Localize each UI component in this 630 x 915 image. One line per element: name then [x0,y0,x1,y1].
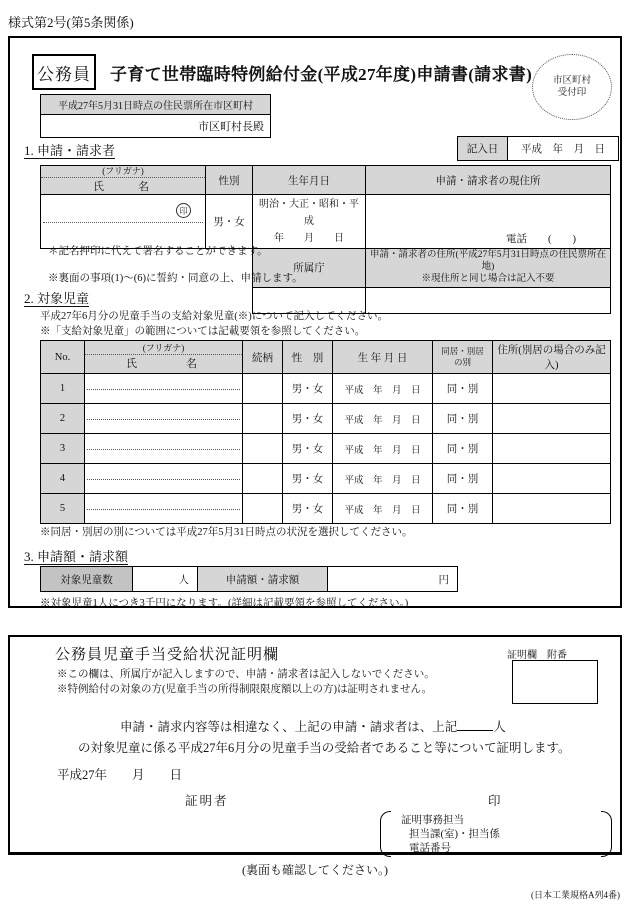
child-address-field[interactable] [493,404,611,434]
child-sex-choice[interactable]: 男・女 [283,464,333,494]
section2-intro1: 平成27年6月分の児童手当の支給対象児童(※)について記入してください。 [40,311,389,322]
col-birth: 生 年 月 日 [333,341,433,374]
statement-post: 人 [493,720,506,734]
child-address-field[interactable] [493,374,611,404]
certification-box [8,635,622,855]
certification-title: 公務員児童手当受給状況証明欄 [55,647,280,663]
amount-field[interactable]: 円 [328,567,458,592]
seal-icon: 印 [176,203,191,218]
registered-address-line2: ※現住所と同じ場合は記入不要 [421,273,555,284]
cohabit-line2: の別 [453,357,471,367]
addressee-municipality-label: 平成27年5月31日時点の住民票所在市区町村 [41,95,271,115]
name-label: 氏 名 [93,181,153,193]
child-row [41,404,611,434]
civil-servant-badge: 公務員 [32,54,96,90]
child-relation-field[interactable] [243,434,283,464]
left-paren-icon [380,811,391,857]
addressee-mayor-label: 市区町村長殿 [41,115,271,138]
child-row [41,464,611,494]
child-birth-field[interactable]: 平成 年 月 日 [333,374,433,404]
child-name-field[interactable] [85,404,243,434]
stamp-line2: 受付印 [557,88,587,98]
child-no: 3 [41,434,85,464]
count-blank-field[interactable] [457,718,493,731]
cohabit-note: ※同居・別居の別については平成27年5月31日時点の状況を選択してください。 [40,527,413,538]
right-paren-icon [601,811,612,857]
registered-address-header [366,249,611,288]
col-relation: 続柄 [243,341,283,374]
child-birth-field[interactable]: 平成 年 月 日 [333,404,433,434]
entry-date-field[interactable]: 平成 年 月 日 [508,137,619,161]
furigana-rule [43,222,203,223]
certification-statement-line1 [120,717,506,735]
child-address-field[interactable] [493,494,611,524]
furigana-rule [87,419,240,420]
contact-block [380,811,612,857]
child-birth-field[interactable]: 平成 年 月 日 [333,464,433,494]
amount-table [40,566,458,592]
child-name-field[interactable] [85,464,243,494]
form-title: 子育て世帯臨時特例給付金(平成27年度)申請書(請求書) [110,65,533,84]
paper-size-note: (日本工業規格A列4番) [531,890,620,900]
name-label: 氏 名 [126,358,201,370]
child-birth-field[interactable]: 平成 年 月 日 [333,494,433,524]
child-row [41,494,611,524]
section2-intro2: ※「支給対象児童」の範囲については記載要領を参照してください。 [40,326,366,337]
current-address-header: 申請・請求者の現住所 [366,166,611,195]
child-cohabit-choice[interactable]: 同・別 [433,464,493,494]
child-sex-choice[interactable]: 男・女 [283,494,333,524]
child-address-field[interactable] [493,464,611,494]
furigana-rule [87,479,240,480]
child-relation-field[interactable] [243,374,283,404]
child-birth-field[interactable]: 平成 年 月 日 [333,434,433,464]
col-name [85,341,243,374]
oath-note: ※裏面の事項(1)～(6)に誓約・同意の上、申請します。 [48,273,303,284]
applicant-birth-field[interactable] [253,195,366,249]
certification-ref-label: 証明欄 附番 [507,650,567,661]
applicant-sex-choice[interactable]: 男・女 [206,195,253,249]
contact-role: 証明事務担当 [401,815,464,826]
registered-address-line1: 申請・請求者の住所(平成27年5月31日時点の住民票所在地) [370,250,606,272]
col-no: No. [41,341,85,374]
section3-heading: 3. 申請額・請求額 [24,549,129,564]
furigana-rule [87,449,240,450]
section1-heading: 1. 申請・請求者 [24,143,116,158]
child-sex-choice[interactable]: 男・女 [283,404,333,434]
stamp-line1: 市区町村 [552,75,591,86]
entry-date-label: 記入日 [458,137,508,161]
certifier-label: 証明者 [185,794,229,808]
applicant-name-header [41,166,206,195]
furigana-label: (フリガナ) [85,343,242,355]
agency-header: 所属庁 [253,249,366,288]
receipt-stamp-circle [532,54,612,120]
back-side-note: (裏面も確認してください。) [242,863,388,877]
certification-statement-line2: の対象児童に係る平成27年6月分の児童手当の受給者であること等について証明します。 [78,741,571,755]
child-no: 2 [41,404,85,434]
applicant-address-field[interactable] [366,195,611,249]
furigana-rule [87,509,240,510]
child-cohabit-choice[interactable]: 同・別 [433,494,493,524]
child-relation-field[interactable] [243,464,283,494]
era-options[interactable]: 明治・大正・昭和・平成 [259,199,359,227]
child-no: 4 [41,464,85,494]
registered-address-field[interactable] [366,287,611,313]
child-sex-choice[interactable]: 男・女 [283,434,333,464]
applicant-table [40,165,611,314]
child-cohabit-choice[interactable]: 同・別 [433,404,493,434]
certifier-seal-label: 印 [488,794,501,808]
child-row [41,374,611,404]
children-count-field[interactable]: 人 [133,567,198,592]
child-no: 5 [41,494,85,524]
child-row [41,434,611,464]
children-count-label: 対象児童数 [41,567,133,592]
child-sex-choice[interactable]: 男・女 [283,374,333,404]
amount-note: ※対象児童1人につき3千円になります。(詳細は記載要領を参照してください。) [40,598,409,609]
col-cohabit [433,341,493,374]
addressee-table [40,94,271,138]
furigana-rule [87,389,240,390]
child-relation-field[interactable] [243,404,283,434]
child-relation-field[interactable] [243,494,283,524]
furigana-label: (フリガナ) [41,166,205,178]
certification-ref-field[interactable] [512,660,598,704]
child-address-field[interactable] [493,434,611,464]
statement-pre: 申請・請求内容等は相違なく、上記の申請・請求者は、上記 [120,720,458,734]
form-code: 様式第2号(第5条関係) [8,15,134,30]
certification-note2: ※特例給付の対象の方(児童手当の所得制限限度額以上の方)は証明されません。 [57,684,433,695]
birth-header: 生年月日 [253,166,366,195]
certification-date-field[interactable]: 平成27年 月 日 [57,768,183,782]
applicant-name-field[interactable] [41,195,206,249]
child-cohabit-choice[interactable]: 同・別 [433,374,493,404]
contact-division: 担当課(室)・担当係 [409,829,500,841]
certification-note1: ※この欄は、所属庁が記入しますので、申請・請求者は記入しないでください。 [57,669,435,680]
children-table [40,340,611,524]
phone-field[interactable]: 電話 ( ) [506,234,576,245]
birth-date-placeholder[interactable]: 年 月 日 [274,233,344,244]
entry-date-table [457,136,619,161]
child-name-field[interactable] [85,374,243,404]
sex-header: 性別 [206,166,253,195]
col-sex: 性 別 [283,341,333,374]
child-cohabit-choice[interactable]: 同・別 [433,434,493,464]
child-name-field[interactable] [85,434,243,464]
child-no: 1 [41,374,85,404]
contact-phone: 電話番号 [409,843,451,855]
col-address: 住所(別居の場合のみ記入) [493,341,611,374]
child-name-field[interactable] [85,494,243,524]
amount-label: 申請額・請求額 [198,567,328,592]
signature-note: ＊記名押印に代えて署名することができます。 [48,246,268,257]
section2-heading: 2. 対象児童 [24,291,90,306]
main-form-box [8,36,622,608]
cohabit-line1: 同居・別居 [441,346,484,357]
